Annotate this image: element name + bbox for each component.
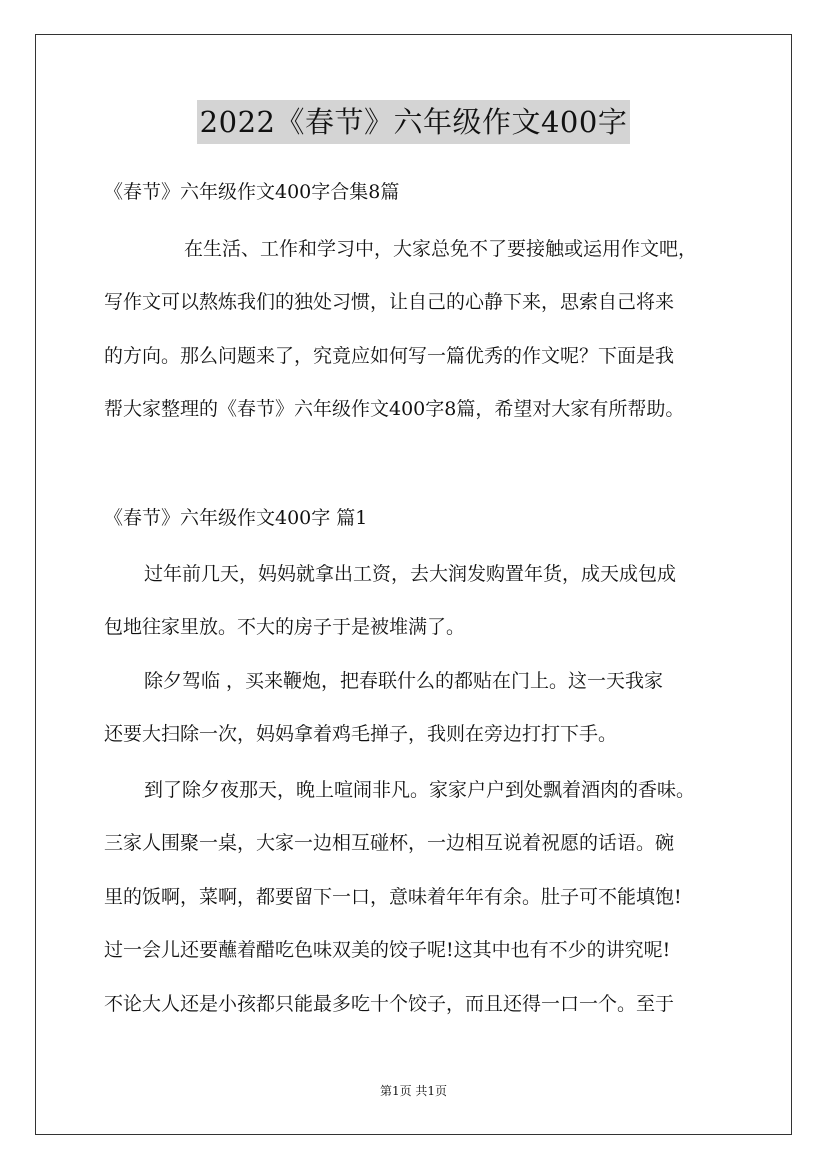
intro-line: 写作文可以熬炼我们的独处习惯，让自己的心静下来，思索自己将来	[104, 291, 675, 313]
page-number-footer: 第1页 共1页	[379, 1084, 448, 1098]
body-line: 过年前几天，妈妈就拿出工资，去大润发购置年货，成天成包成	[144, 563, 677, 585]
body-line: 三家人围聚一桌，大家一边相互碰杯，一边相互说着祝愿的话语。碗	[104, 832, 675, 854]
body-line: 里的饭啊，菜啊，都要留下一口，意味着年年有余。肚子可不能填饱!	[104, 886, 682, 908]
subtitle: 《春节》六年级作文400字合集8篇	[104, 181, 400, 203]
section-heading: 《春节》六年级作文400字 篇1	[104, 507, 368, 529]
intro-line: 的方向。那么问题来了，究竟应如何写一篇优秀的作文呢？下面是我	[104, 345, 675, 367]
body-line: 除夕驾临 ，买来鞭炮，把春联什么的都贴在门上。这一天我家	[144, 670, 664, 692]
body-line: 包地往家里放。不大的房子于是被堆满了。	[104, 616, 466, 638]
intro-line: 帮大家整理的《春节》六年级作文400字8篇，希望对大家有所帮助。	[104, 398, 685, 420]
body-line: 还要大扫除一次，妈妈拿着鸡毛掸子，我则在旁边打打下手。	[104, 723, 618, 745]
document-title: 2022《春节》六年级作文400字	[197, 100, 631, 144]
body-line: 不论大人还是小孩都只能最多吃十个饺子，而且还得一口一个。至于	[104, 993, 675, 1015]
body-line: 到了除夕夜那天，晚上喧闹非凡。家家户户到处飘着酒肉的香味。	[144, 779, 696, 801]
intro-line: 在生活、工作和学习中，大家总免不了要接触或运用作文吧，	[184, 238, 698, 260]
body-line: 过一会儿还要蘸着醋吃色味双美的饺子呢!这其中也有不少的讲究呢!	[104, 939, 671, 961]
